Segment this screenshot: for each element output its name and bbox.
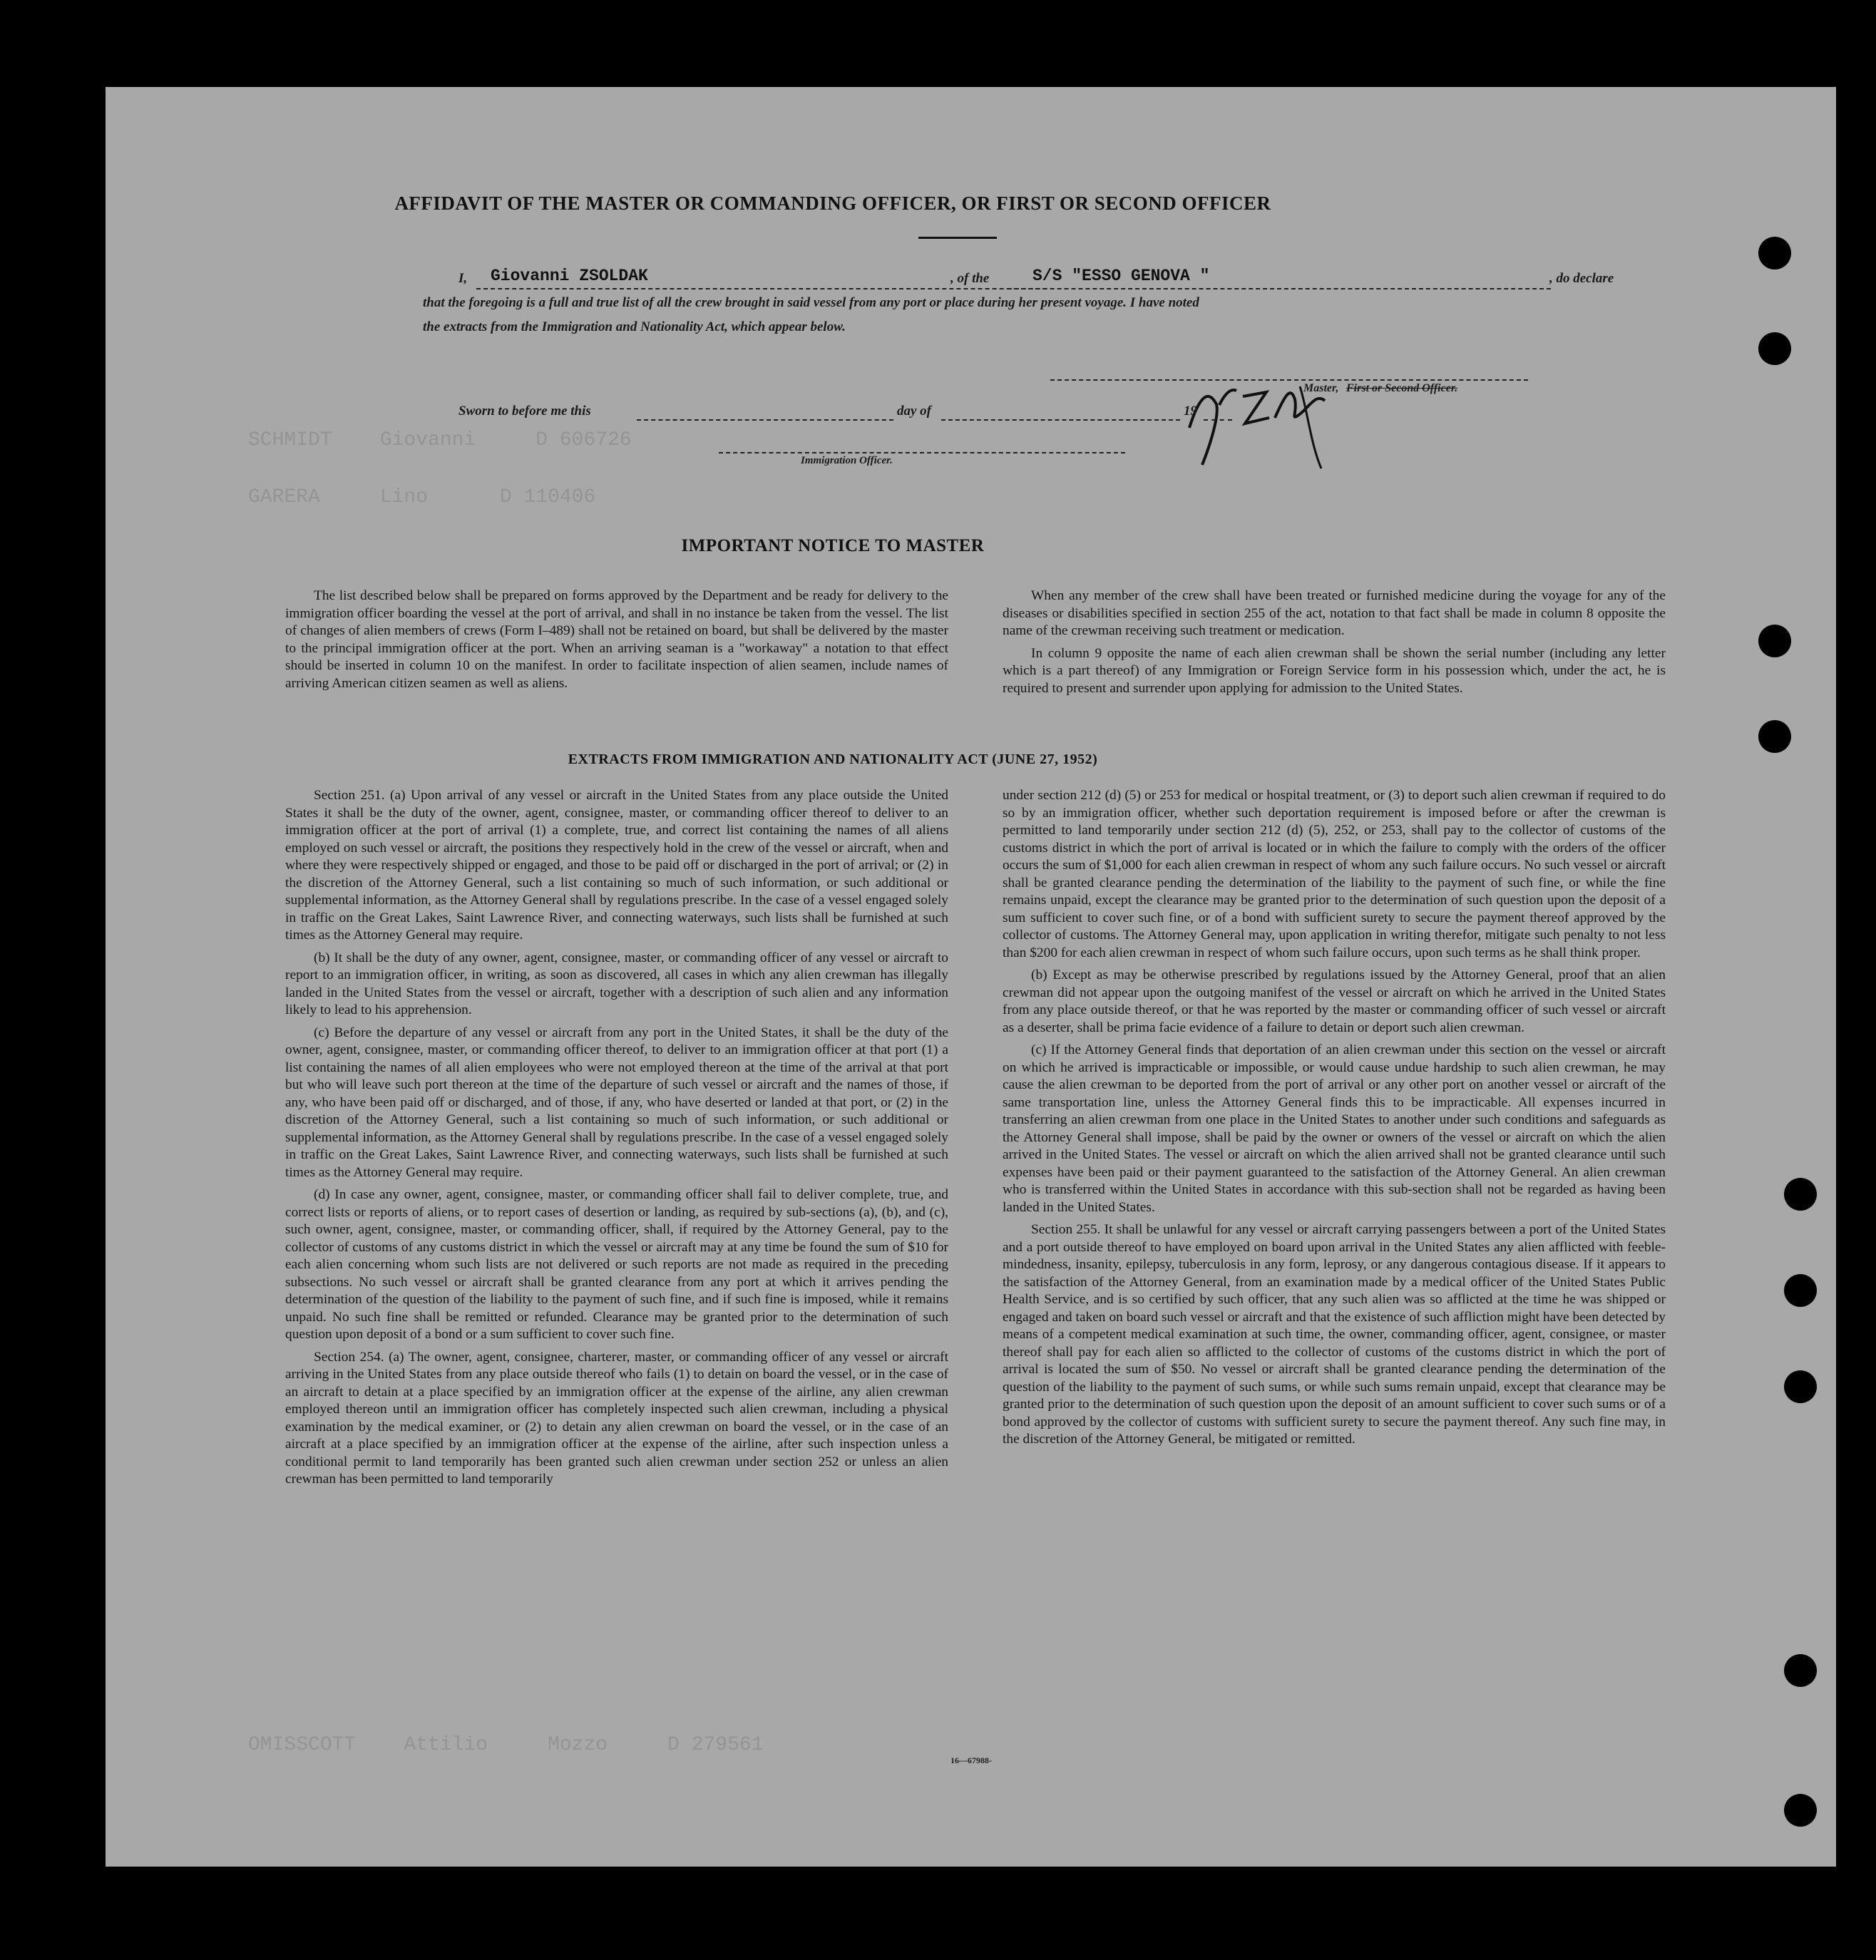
sworn-month-line [941, 419, 1180, 421]
declarant-name: Giovanni ZSOLDAK [491, 267, 648, 285]
section-254a-continued: under section 212 (d) (5) or 253 for medical or hospital treatment, or (3) to deport such alien crewman if required to do so by an immigration officer, whether such deportation requirement is imposed before or after the crewman is permitted to land temporarily under section 212 (d) (5), 252, or 253, shall pay to the collector of customs of the customs district in which the port of arrival is located or in which the failure to comply with the orders of the officer occurs the sum of $1,000 for each alien crewman in respect of whom any such failure occurs. No such vessel or aircraft shall be granted clearance pending the determination of the liability to the payment of such fine, or while the fine remains unpaid, except the clearance may be granted prior to the determination of such question upon the deposit of a sum sufficient to cover such fine, or of a bond with sufficient surety to secure the payment thereof approved by the collector of customs. The Attorney General may, upon application in writing therefor, mitigate such penalty to not less than $200 for each alien crewman in respect of whom such failure occurs, upon such terms as he shall think proper. [1003, 788, 1666, 960]
master-signature-line [1050, 379, 1528, 381]
i-label: I, [458, 271, 468, 286]
section-251c: (c) Before the departure of any vessel or aircraft from any port in the United States, it shall be the duty of the owner, agent, consignee, master, or commanding officer thereof, to deliver to an immigration officer at that port (1) a list containing the names of all alien employees who were not employed thereon at the time of the arrival at that port but who will leave such port thereon at the time of the departure of such vessel or aircraft and the names of those, if any, who have been paid off or discharged, and of those, if any, who have deserted or landed at that port, or (2) in the discretion of the Attorney General, such a list containing so much of such information, or such additional or supplemental information, as the Attorney General shall by regulations prescribe. In the case of a vessel engaged solely in traffic on the Great Lakes, Saint Lawrence River, and connecting waterways, such lists shall be furnished at such times as the Attorney General may require. [285, 1025, 948, 1180]
punch-hole [1758, 625, 1791, 657]
declarant-line [476, 288, 1047, 289]
do-declare-label: , do declare [1549, 271, 1614, 286]
master-signature [1175, 344, 1432, 479]
notice-left-column [285, 588, 948, 697]
officer-label: Immigration Officer. [801, 455, 893, 466]
punch-hole [1758, 720, 1791, 753]
vessel-line [1008, 288, 1551, 289]
vessel-name: S/S "ESSO GENOVA " [1032, 267, 1210, 285]
punch-hole [1784, 1654, 1817, 1687]
punch-hole [1784, 1274, 1817, 1307]
affidavit-statement-2: the extracts from the Immigration and Nationality Act, which appear below. [423, 319, 846, 334]
punch-hole [1784, 1794, 1817, 1827]
notice-title: IMPORTANT NOTICE TO MASTER [681, 536, 985, 555]
bleed-through-text: GARERA Lino D 110406 [248, 486, 596, 508]
print-code: 16—67988- [950, 1755, 992, 1765]
punch-hole [1784, 1178, 1817, 1211]
of-the-label: , of the [950, 271, 990, 286]
day-of-label: day of [897, 404, 932, 419]
document-page [106, 87, 1836, 1867]
affidavit-statement-1: that the foregoing is a full and true list of all the crew brought in said vessel from any port or place during her present voyage. I have noted [423, 295, 1199, 310]
struck-officer-label: First or Second Officer. [1346, 382, 1458, 394]
extracts-right-column [1003, 787, 1666, 1454]
bleed-through-text: OMISSCOTT Attilio Mozzo D 279561 [248, 1734, 764, 1756]
section-254a: Section 254. (a) The owner, agent, consignee, charterer, master, or commanding officer of any vessel or aircraft arriving in the United States from any place outside thereof who fails (1) to detain on board the vessel, or in the case of an aircraft to detain at a place specified by an immigration officer at the expense of the airline, any alien crewman employed thereon until an immigration officer has completely inspected such alien crewman, including a physical examination by the medical examiner, or (2) to detain any alien crewman on board the vessel, or in the case of an aircraft at a place specified by an immigration officer at the expense of the airline, after such inspection unless a conditional permit to land temporarily has been granted such alien crewman under section 252 or unless an alien crewman has been permitted to land temporarily [285, 1349, 948, 1487]
notice-paragraph: In column 9 opposite the name of each alien crewman shall be shown the serial number (including any letter which is a part thereof) of any Immigration or Foreign Service form in his possession which, under the act, he is required to present and surrender upon applying for admission to the United States. [1003, 645, 1666, 696]
sworn-label: Sworn to before me this [458, 404, 591, 419]
punch-hole [1758, 332, 1791, 365]
extracts-left-column [285, 787, 948, 1494]
extracts-title: EXTRACTS FROM IMMIGRATION AND NATIONALITY ACT (JUNE 27, 1952) [568, 751, 1098, 767]
section-254c: (c) If the Attorney General finds that deportation of an alien crewman under this section on the vessel or aircraft on which he arrived is impracticable or impossible, or would cause undue hardship to such alien crewman, he may cause the alien crewman to be deported from the port of arrival or any other port on another vessel or aircraft of the same transportation line, unless the Attorney General finds this to be impracticable. All expenses incurred in transferring an alien crewman from one place in the United States to another under such conditions and safeguards as the Attorney General shall impose, shall be paid by the owner or owners of the vessel or aircraft on which the alien arrived in the United States. The vessel or aircraft on which the alien arrived shall not be granted clearance until such expenses have been paid or their payment guaranteed to the satisfaction of the Attorney General. An alien crewman who is transferred within the United States in accordance with this sub-section shall not be regarded as having been landed in the United States. [1003, 1042, 1666, 1215]
officer-signature-line [719, 452, 1125, 453]
section-255: Section 255. It shall be unlawful for any vessel or aircraft carrying passengers between a port of the United States and a port outside thereof to have employed on board upon arrival in the United States any alien afflicted with feeble-mindedness, insanity, epilepsy, tuberculosis in any form, leprosy, or any dangerous contagious disease. If it appears to the satisfaction of the Attorney General, from an examination made by a medical officer of the United States Public Health Service, and is so certified by such officer, that any such alien was so afflicted at the time he was shipped or engaged and taken on board such vessel or aircraft and that the existence of such affliction might have been detected by means of a competent medical examination at such time, the owner, commanding officer, agent, consignee, or master thereof shall pay for each alien so afflicted to the collector of customs of the customs district in which the port of arrival is located the sum of $50. No vessel or aircraft shall be granted clearance pending the determination of the question of the liability to the payment of such sums, or while such sums remain unpaid, except that clearance may be granted prior to the determination of such question upon the deposit of an amount sufficient to cover such sums or of a bond approved by the collector of customs with sufficient surety to secure the payment thereof. Any such fine may, in the discretion of the Attorney General, be mitigated or remitted. [1003, 1222, 1666, 1447]
bleed-through-text: SCHMIDT Giovanni D 606726 [248, 429, 632, 451]
punch-hole [1758, 237, 1791, 270]
master-label: Master, [1303, 382, 1339, 394]
notice-paragraph: When any member of the crew shall have been treated or furnished medicine during the voyage for any of the diseases or disabilities specified in section 255 of the act, notation to that fact shall be made in column 8 opposite the name of the crewman receiving such treatment or medication. [1003, 588, 1666, 638]
title-rule [918, 237, 997, 239]
sworn-day-line [637, 419, 893, 421]
affidavit-title: AFFIDAVIT OF THE MASTER OR COMMANDING OFFICER, OR FIRST OR SECOND OFFICER [394, 193, 1271, 214]
year-prefix: 19 [1184, 404, 1197, 419]
notice-right-column [1003, 588, 1666, 702]
section-251d: (d) In case any owner, agent, consignee, master, or commanding officer shall fail to deliver complete, true, and correct lists or reports of aliens, or to report cases of desertion or landing, as required by sub-sections (a), (b), and (c), such owner, agent, consignee, master, or commanding officer, shall, if required by the Attorney General, pay to the collector of customs of any customs district in which the vessel or aircraft may at any time be found the sum of $10 for each alien concerning whom such lists are not delivered or such reports are not made as required in the preceding subsections. No such vessel or aircraft shall be granted clearance from any port at which it arrives pending the determination of the question of the liability to the payment of such fine, and if such fine is imposed, while it remains unpaid. No such fine shall be remitted or refunded. Clearance may be granted prior to the determination of such question upon deposit of a bond or a sum sufficient to cover such fine. [285, 1187, 948, 1342]
section-254b: (b) Except as may be otherwise prescribed by regulations issued by the Attorney General, proof that an alien crewman did not appear upon the outgoing manifest of the vessel or aircraft on which he arrived in the United States from any place outside thereof, or that he was reported by the master or commanding officer of such vessel or aircraft as a deserter, shall be prima facie evidence of a failure to detain or deport such alien crewman. [1003, 968, 1666, 1035]
section-251b: (b) It shall be the duty of any owner, agent, consignee, master, or commanding officer of any vessel or aircraft to report to an immigration officer, in writing, as soon as discovered, all cases in which any alien crewman has illegally landed in the United States from the vessel or aircraft, together with a description of such alien and any information likely to lead to his apprehension. [285, 950, 948, 1017]
sworn-year-line [1204, 419, 1232, 421]
section-251a: Section 251. (a) Upon arrival of any vessel or aircraft in the United States from any place outside the United States it shall be the duty of the owner, agent, consignee, master, or commanding officer thereof to deliver to an immigration officer at the port of arrival (1) a complete, true, and correct list containing the names of all aliens employed on such vessel or aircraft, the positions they respectively hold in the crew of the vessel or aircraft, when and where they were respectively shipped or engaged, and those to be paid off or discharged in the port of arrival; or (2) in the discretion of the Attorney General, such a list containing so much of such information, or such additional or supplemental information, as the Attorney General shall by regulations prescribe. In the case of a vessel engaged solely in traffic on the Great Lakes, Saint Lawrence River, and connecting waterways, such lists shall be furnished at such times as the Attorney General may require. [285, 788, 948, 943]
punch-hole [1784, 1370, 1817, 1403]
notice-paragraph: The list described below shall be prepared on forms approved by the Department and be ready for delivery to the immigration officer boarding the vessel at the port of arrival, and shall in no instance be taken from the vessel. The list of changes of alien members of crews (Form I–489) shall not be retained on board, but shall be delivered by the master to the principal immigration officer at the port. When an arriving seaman is a "workaway" a notation to that effect should be inserted in column 10 on the manifest. In order to facilitate inspection of alien seamen, include names of arriving American citizen seamen as well as aliens. [285, 588, 948, 691]
